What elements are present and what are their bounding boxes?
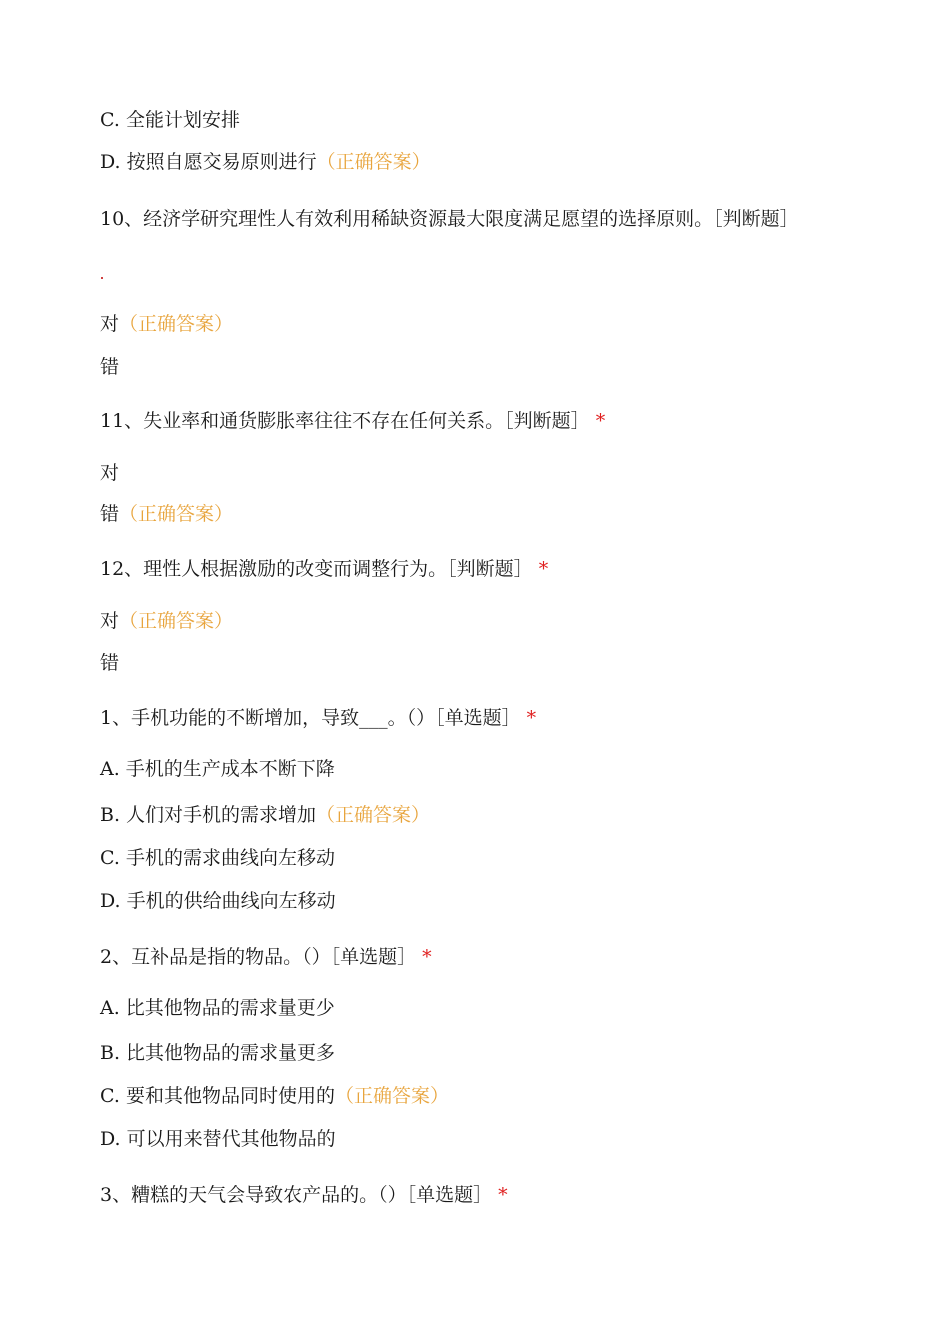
option-text: B. 比其他物品的需求量更多 <box>100 1042 336 1064</box>
s1-option-a <box>100 757 840 781</box>
question-text: 10、经济学研究理性人有效利用稀缺资源最大限度满足愿望的选择原则。［判断题］ <box>100 208 799 230</box>
option-text: C. 手机的需求曲线向左移动 <box>100 847 335 869</box>
correct-answer-tag: （正确答案） <box>334 1085 449 1107</box>
option-text: A. 手机的生产成本不断下降 <box>100 758 335 780</box>
q12-option-false <box>100 651 840 675</box>
option-text: C. 要和其他物品同时使用的 <box>100 1085 335 1107</box>
s2-question <box>100 945 840 969</box>
s3-question <box>100 1183 840 1207</box>
correct-answer-tag: （正确答案） <box>119 503 234 525</box>
s2-option-d <box>100 1127 840 1151</box>
option-text: 错 <box>100 503 120 525</box>
option-text: 错 <box>100 356 120 378</box>
required-mark: * <box>422 946 432 968</box>
s1-question <box>100 706 840 730</box>
option-text: A. 比其他物品的需求量更少 <box>100 997 335 1019</box>
question-text: 3、糟糕的天气会导致农产品的。（）［单选题］ <box>100 1184 493 1206</box>
option-text: D. 可以用来替代其他物品的 <box>100 1128 336 1150</box>
correct-answer-tag: （正确答案） <box>316 151 431 173</box>
q11-option-true <box>100 461 840 485</box>
q11-option-false <box>100 502 840 526</box>
s1-option-d <box>100 889 840 913</box>
s2-option-a <box>100 996 840 1020</box>
q10-question <box>100 207 840 231</box>
option-text: C. 全能计划安排 <box>100 109 240 131</box>
question-text: 2、互补品是指的物品。（）［单选题］ <box>100 946 417 968</box>
q12-option-true <box>100 609 840 633</box>
required-mark: * <box>595 410 606 432</box>
option-text: D. 手机的供给曲线向左移动 <box>100 890 336 912</box>
required-mark: * <box>498 1184 508 1206</box>
q12-question <box>100 557 840 581</box>
q10-option-true <box>100 312 840 336</box>
correct-answer-tag: （正确答案） <box>316 804 431 826</box>
q11-question <box>100 409 840 433</box>
q9-option-c <box>100 108 840 132</box>
option-text: 对 <box>100 610 120 632</box>
option-text: 对 <box>100 313 120 335</box>
option-text: 错 <box>100 652 120 674</box>
required-mark: * <box>538 558 549 580</box>
question-text: 1、手机功能的不断增加，导致___。（）［单选题］ <box>100 707 521 729</box>
s2-option-b <box>100 1041 840 1065</box>
q9-option-d <box>100 150 840 174</box>
s1-option-c <box>100 846 840 870</box>
question-text: 11、失业率和通货膨胀率往往不存在任何关系。［判断题］ <box>100 410 590 432</box>
required-mark: * <box>526 707 537 729</box>
option-text: D. 按照自愿交易原则进行 <box>100 151 317 173</box>
q10-option-false <box>100 355 840 379</box>
correct-answer-tag: （正确答案） <box>119 610 234 632</box>
s2-option-c <box>100 1084 840 1108</box>
option-text: B. 人们对手机的需求增加 <box>100 804 317 826</box>
correct-answer-tag: （正确答案） <box>119 313 234 335</box>
decorative-dot <box>101 277 103 279</box>
question-text: 12、理性人根据激励的改变而调整行为。［判断题］ <box>100 558 533 580</box>
option-text: 对 <box>100 462 120 484</box>
s1-option-b <box>100 803 840 827</box>
